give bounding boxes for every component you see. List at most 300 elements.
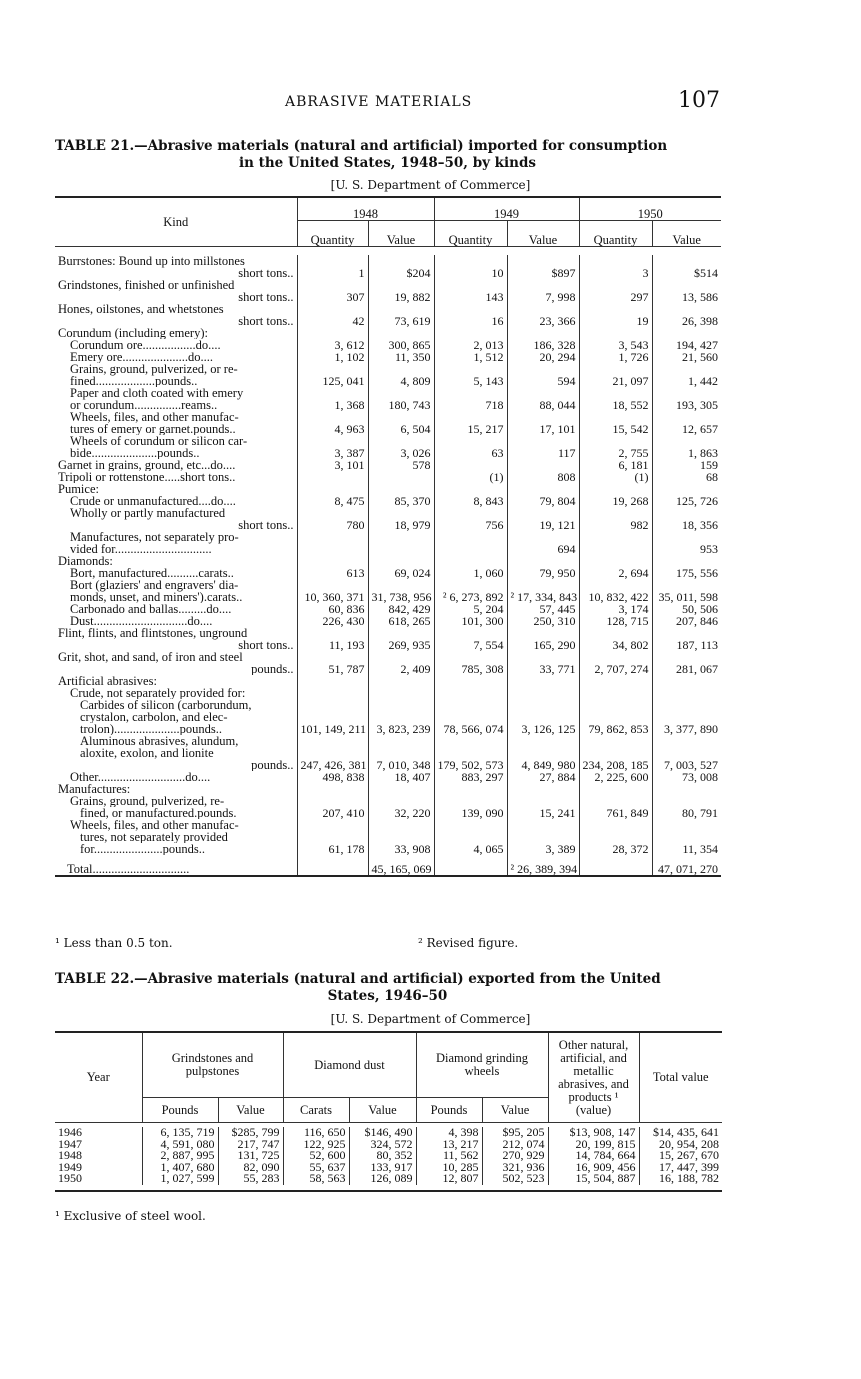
table21-row <box>55 651 721 675</box>
kind-label-continued: or corundum...............reams.. <box>70 398 218 411</box>
value-cell: 3 <box>579 255 652 279</box>
value-cell: 2, 694 <box>579 567 652 579</box>
kind-label: Manufactures, not separately pro- <box>70 531 239 544</box>
value-cell: 131, 725 <box>218 1150 283 1162</box>
kind-label-continued: short tons.. <box>238 518 294 531</box>
kind-cell <box>55 627 297 651</box>
value-cell: (1) <box>434 471 507 483</box>
table21-row <box>55 567 721 579</box>
kind-label-continued: short tons.. <box>238 314 294 327</box>
value-cell: 1 <box>297 255 368 279</box>
value-cell: 139, 090 <box>434 807 507 819</box>
value-cell: 26, 398 <box>652 303 721 327</box>
total-label: Total............................... <box>67 862 190 876</box>
value-cell: 207, 846 <box>652 615 721 627</box>
value-cell: 10, 360, 371 <box>297 579 368 603</box>
value-cell: 5, 204 <box>434 603 507 615</box>
kind-cell <box>55 279 297 303</box>
value-cell <box>368 699 434 711</box>
table21-row <box>55 351 721 363</box>
value-cell: 15, 504, 887 <box>548 1173 639 1185</box>
kind-label: Manufactures: <box>58 783 131 795</box>
diamond-dust-header: Diamond dust <box>283 1032 416 1098</box>
table21-row <box>55 807 721 819</box>
total-cell <box>434 855 507 876</box>
value-cell <box>507 783 579 795</box>
value-cell: 34, 802 <box>579 627 652 651</box>
kind-label: Carbonado and ballas.........do.... <box>70 603 232 615</box>
value-cell: 32, 220 <box>368 807 434 819</box>
kind-cell <box>55 735 297 747</box>
kind-label: Grains, ground, pulverized, re- <box>70 795 225 807</box>
value-cell: 1, 368 <box>297 387 368 411</box>
year-cell: 1948 <box>58 1148 82 1162</box>
value-cell: 63 <box>434 435 507 459</box>
quantity-header: Quantity <box>297 221 368 247</box>
table21-row <box>55 459 721 471</box>
table21-row <box>55 435 721 459</box>
value-cell: 68 <box>652 471 721 483</box>
value-cell: 808 <box>507 471 579 483</box>
value-cell: 307 <box>297 279 368 303</box>
kind-cell <box>55 579 297 603</box>
kind-cell <box>55 507 297 531</box>
value-cell: 79, 862, 853 <box>579 723 652 735</box>
value-cell <box>652 675 721 687</box>
value-cell: 15, 217 <box>434 411 507 435</box>
value-cell <box>297 687 368 699</box>
value-cell: 78, 566, 074 <box>434 723 507 735</box>
table21-source: [U. S. Department of Commerce] <box>330 178 531 192</box>
year-header-1949: 1949 <box>434 197 579 221</box>
kind-label: fined, or manufactured.pounds. <box>80 807 237 819</box>
kind-label: Emery ore.....................do.... <box>70 351 214 363</box>
value-cell: 3, 126, 125 <box>507 723 579 735</box>
kind-cell <box>55 435 297 459</box>
kind-label-continued: short tons.. <box>238 638 294 651</box>
value-cell: 1, 060 <box>434 567 507 579</box>
kind-cell <box>55 303 297 327</box>
value-cell: 4, 065 <box>434 843 507 855</box>
table21 <box>55 196 721 877</box>
value-cell: 16, 909, 456 <box>548 1162 639 1174</box>
kind-label: Artificial abrasives: <box>58 675 157 687</box>
kind-cell <box>55 795 297 807</box>
kind-cell <box>55 819 297 831</box>
value-cell: 578 <box>368 459 434 471</box>
value-cell <box>652 699 721 711</box>
table22-row <box>55 1173 722 1185</box>
value-cell: 2, 013 <box>434 339 507 351</box>
value-cell: 186, 328 <box>507 339 579 351</box>
value-cell <box>368 735 434 747</box>
carats-header: Carats <box>283 1098 349 1123</box>
year-header-1950: 1950 <box>579 197 721 221</box>
table21-row <box>55 363 721 387</box>
kind-label-continued: pounds.. <box>251 662 294 675</box>
value-cell: 6, 135, 719 <box>142 1127 218 1139</box>
value-cell: 16, 188, 782 <box>639 1173 722 1185</box>
value-cell <box>579 531 652 555</box>
value-cell: 11, 350 <box>368 351 434 363</box>
value-cell: 21, 560 <box>652 351 721 363</box>
table21-title <box>55 138 720 172</box>
value-cell: 69, 024 <box>368 567 434 579</box>
table21-row <box>55 675 721 687</box>
value-cell: 4, 809 <box>368 363 434 387</box>
value-cell: 18, 407 <box>368 771 434 783</box>
value-cell: 17, 101 <box>507 411 579 435</box>
table21-row <box>55 411 721 435</box>
total-cell: 47, 071, 270 <box>652 855 721 876</box>
value-cell: 3, 026 <box>368 435 434 459</box>
table22-title-line1: TABLE 22.—Abrasive materials (natural and artificial) exported from the United <box>55 971 661 987</box>
value-cell: 16 <box>434 303 507 327</box>
year-header-1948: 1948 <box>297 197 434 221</box>
table21-row <box>55 471 721 483</box>
kind-cell <box>55 555 297 567</box>
value-cell: 953 <box>652 531 721 555</box>
kind-label-continued: vided for............................... <box>70 542 212 555</box>
value-cell: ² 6, 273, 892 <box>434 579 507 603</box>
value-cell: 3, 101 <box>297 459 368 471</box>
value-cell: 55, 637 <box>283 1162 349 1174</box>
kind-cell <box>55 351 297 363</box>
year-cell: 1947 <box>58 1136 82 1151</box>
value-cell: 125, 041 <box>297 363 368 387</box>
value-cell: 2, 707, 274 <box>579 651 652 675</box>
value-cell: 3, 612 <box>297 339 368 351</box>
value-cell: 5, 143 <box>434 363 507 387</box>
value-cell <box>434 675 507 687</box>
kind-label: for......................pounds.. <box>80 843 205 855</box>
value-cell: 3, 543 <box>579 339 652 351</box>
value-cell: 179, 502, 573 <box>434 759 507 771</box>
value-cell: $285, 799 <box>218 1127 283 1139</box>
table22-source: [U. S. Department of Commerce] <box>330 1012 531 1026</box>
value-cell <box>297 531 368 555</box>
value-cell: 8, 843 <box>434 495 507 507</box>
value-cell: 247, 426, 381 <box>297 759 368 771</box>
kind-label: Crude, not separately provided for: <box>70 687 246 699</box>
value-cell <box>652 819 721 831</box>
value-cell: 10, 285 <box>416 1162 482 1174</box>
value-cell <box>652 687 721 699</box>
diamond-wheels-header: Diamond grinding wheels <box>416 1032 548 1098</box>
value-cell <box>507 687 579 699</box>
quantity-header: Quantity <box>434 221 507 247</box>
table21-row <box>55 723 721 735</box>
kind-label-continued: short tons.. <box>238 290 294 303</box>
value-cell: 3, 387 <box>297 435 368 459</box>
value-cell: 1, 407, 680 <box>142 1162 218 1174</box>
value-cell: 27, 884 <box>507 771 579 783</box>
value-cell <box>579 687 652 699</box>
value-cell: 7, 010, 348 <box>368 759 434 771</box>
quantity-header: Quantity <box>579 221 652 247</box>
value-cell: 269, 935 <box>368 627 434 651</box>
value-cell: $204 <box>368 255 434 279</box>
value-cell: 117 <box>507 435 579 459</box>
value-cell: 8, 475 <box>297 495 368 507</box>
value-cell: 193, 305 <box>652 387 721 411</box>
value-cell: 300, 865 <box>368 339 434 351</box>
value-cell: 217, 747 <box>218 1139 283 1151</box>
value-header: Value <box>368 221 434 247</box>
value-cell: 79, 950 <box>507 567 579 579</box>
kind-label: Wheels, files, and other manufac- <box>70 411 239 424</box>
value-cell: 321, 936 <box>482 1162 548 1174</box>
kind-label: Grindstones, finished or unfinished <box>58 279 235 292</box>
kind-cell <box>55 675 297 687</box>
table21-footnote-2: ² Revised figure. <box>418 936 519 950</box>
value-cell: 18, 552 <box>579 387 652 411</box>
value-cell: 785, 308 <box>434 651 507 675</box>
kind-cell <box>55 363 297 387</box>
value-cell <box>368 675 434 687</box>
kind-label-continued: short tons.. <box>238 266 294 279</box>
value-cell: 3, 389 <box>507 843 579 855</box>
value-cell: 756 <box>434 507 507 531</box>
value-cell: 143 <box>434 279 507 303</box>
value-cell: 61, 178 <box>297 843 368 855</box>
kind-cell <box>55 327 297 339</box>
page-number: 107 <box>678 88 720 113</box>
table21-row <box>55 495 721 507</box>
value-cell: 324, 572 <box>349 1139 416 1151</box>
value-cell: 2, 755 <box>579 435 652 459</box>
value-cell: 33, 908 <box>368 843 434 855</box>
total-cell <box>297 855 368 876</box>
kind-label-continued: tures of emery or garnet.pounds.. <box>70 422 236 435</box>
value-cell: 1, 863 <box>652 435 721 459</box>
value-cell: 1, 027, 599 <box>142 1173 218 1185</box>
value-cell <box>652 735 721 747</box>
value-cell: $514 <box>652 255 721 279</box>
value-cell: 35, 011, 598 <box>652 579 721 603</box>
value-cell: 55, 283 <box>218 1173 283 1185</box>
value-cell: $14, 435, 641 <box>639 1127 722 1139</box>
value-cell: 761, 849 <box>579 807 652 819</box>
value-cell: 842, 429 <box>368 603 434 615</box>
value-cell <box>297 819 368 831</box>
value-cell: 50, 506 <box>652 603 721 615</box>
value-cell: 51, 787 <box>297 651 368 675</box>
kind-label: Dust..............................do.... <box>70 615 213 627</box>
table21-row <box>55 615 721 627</box>
value-cell <box>507 819 579 831</box>
value-cell: 15, 542 <box>579 411 652 435</box>
value-cell: 33, 771 <box>507 651 579 675</box>
kind-label: Wholly or partly manufactured <box>70 507 226 520</box>
value-cell: 594 <box>507 363 579 387</box>
value-cell: 12, 807 <box>416 1173 482 1185</box>
value-cell: 159 <box>652 459 721 471</box>
kind-label: Burrstones: Bound up into millstones <box>58 255 245 268</box>
value-cell: $13, 908, 147 <box>548 1127 639 1139</box>
value-cell: 7, 998 <box>507 279 579 303</box>
kind-cell <box>55 699 297 711</box>
kind-cell <box>55 843 297 855</box>
value-cell: 982 <box>579 507 652 531</box>
kind-label: Bort, manufactured..........carats.. <box>70 567 234 579</box>
value-cell: 21, 097 <box>579 363 652 387</box>
value-header: Value <box>507 221 579 247</box>
kind-cell <box>55 387 297 411</box>
table21-total-row <box>55 855 721 876</box>
value-cell: 883, 297 <box>434 771 507 783</box>
table22 <box>55 1031 722 1192</box>
value-cell: 10 <box>434 255 507 279</box>
table21-row <box>55 303 721 327</box>
other-abrasives-header: Other natural, artificial, and metallic abrasives, and products ¹ (value) <box>548 1032 639 1123</box>
kind-cell <box>55 687 297 699</box>
kind-cell <box>55 771 297 783</box>
value-cell <box>434 783 507 795</box>
value-cell: 12, 657 <box>652 411 721 435</box>
table21-title-line2: in the United States, 1948–50, by kinds <box>238 155 537 171</box>
value-cell <box>579 735 652 747</box>
value-cell: 2, 225, 600 <box>579 771 652 783</box>
value-cell: 4, 963 <box>297 411 368 435</box>
kind-label: Paper and cloth coated with emery <box>70 387 244 400</box>
table22-title <box>55 971 720 1005</box>
kind-cell <box>55 651 297 675</box>
value-cell: $146, 490 <box>349 1127 416 1139</box>
kind-label: Garnet in grains, ground, etc...do.... <box>58 459 236 471</box>
value-cell: 57, 445 <box>507 603 579 615</box>
value-cell: 780 <box>297 507 368 531</box>
value-cell: 226, 430 <box>297 615 368 627</box>
grindstones-header: Grindstones and pulpstones <box>142 1032 283 1098</box>
kind-label: Hones, oilstones, and whetstones <box>58 303 224 316</box>
kind-cell <box>55 483 297 495</box>
value-cell <box>507 735 579 747</box>
value-cell <box>579 675 652 687</box>
value-cell: 498, 838 <box>297 771 368 783</box>
kind-label: Bort (glaziers' and engravers' dia- <box>70 579 239 592</box>
kind-cell <box>55 831 297 843</box>
kind-cell <box>55 603 297 615</box>
total-cell: 45, 165, 069 <box>368 855 434 876</box>
kind-label: trolon).....................pounds.. <box>80 723 223 735</box>
value-cell: $95, 205 <box>482 1127 548 1139</box>
table21-row <box>55 627 721 651</box>
value-cell: 18, 979 <box>368 507 434 531</box>
pounds-header: Pounds <box>142 1098 218 1123</box>
value-cell <box>652 783 721 795</box>
value-cell: 15, 241 <box>507 807 579 819</box>
kind-cell <box>55 615 297 627</box>
table21-title-line1: TABLE 21.—Abrasive materials (natural and artificial) imported for consumption <box>55 138 668 154</box>
value-cell <box>297 735 368 747</box>
value-cell: 20, 294 <box>507 351 579 363</box>
value-cell: 101, 300 <box>434 615 507 627</box>
kind-cell <box>55 567 297 579</box>
kind-label: Tripoli or rottenstone.....short tons.. <box>58 471 236 483</box>
value-cell <box>507 699 579 711</box>
kind-label: Other............................do.... <box>70 771 211 783</box>
value-cell: 1, 442 <box>652 363 721 387</box>
value-cell: 19 <box>579 303 652 327</box>
kind-label: tures, not separately provided <box>80 831 228 843</box>
value-cell: 175, 556 <box>652 567 721 579</box>
kind-cell <box>55 459 297 471</box>
value-cell: 73, 008 <box>652 771 721 783</box>
value-cell: 6, 504 <box>368 411 434 435</box>
kind-cell <box>55 531 297 555</box>
table22-footnote: ¹ Exclusive of steel wool. <box>55 1209 206 1223</box>
value-cell: 212, 074 <box>482 1139 548 1151</box>
value-cell: 80, 791 <box>652 807 721 819</box>
value-cell <box>297 783 368 795</box>
kind-cell <box>55 255 297 279</box>
value-cell: 187, 113 <box>652 627 721 651</box>
value-cell <box>368 531 434 555</box>
table21-row <box>55 387 721 411</box>
kind-label-continued: monds, unset, and miners').carats.. <box>70 590 243 603</box>
value-cell: 250, 310 <box>507 615 579 627</box>
value-cell: 20, 954, 208 <box>639 1139 722 1151</box>
value-cell <box>297 471 368 483</box>
table21-row <box>55 843 721 855</box>
total-cell <box>579 855 652 876</box>
table21-row <box>55 735 721 747</box>
value-cell <box>434 699 507 711</box>
kind-label: Flint, flints, and flintstones, unground <box>58 627 248 640</box>
value-cell <box>434 687 507 699</box>
value-cell: 11, 354 <box>652 843 721 855</box>
value-cell: 14, 784, 664 <box>548 1150 639 1162</box>
value-cell: 82, 090 <box>218 1162 283 1174</box>
kind-cell <box>55 711 297 723</box>
value-cell: 17, 447, 399 <box>639 1162 722 1174</box>
value-cell: 7, 003, 527 <box>652 759 721 771</box>
value-cell: $897 <box>507 255 579 279</box>
value-cell: 18, 356 <box>652 507 721 531</box>
value-cell: 128, 715 <box>579 615 652 627</box>
value-cell: 52, 600 <box>283 1150 349 1162</box>
value-cell: 116, 650 <box>283 1127 349 1139</box>
value-cell <box>579 783 652 795</box>
table21-row <box>55 255 721 279</box>
value-cell: 1, 102 <box>297 351 368 363</box>
value-cell: 122, 925 <box>283 1139 349 1151</box>
value-cell: 19, 121 <box>507 507 579 531</box>
value-cell <box>368 819 434 831</box>
total-cell: ² 26, 389, 394 <box>507 855 579 876</box>
value-cell: 73, 619 <box>368 303 434 327</box>
value-cell: 19, 268 <box>579 495 652 507</box>
kind-label: Aluminous abrasives, alundum, <box>80 735 239 747</box>
value-cell: 613 <box>297 567 368 579</box>
table21-row <box>55 819 721 831</box>
kind-cell <box>55 411 297 435</box>
value-header: Value <box>349 1098 416 1123</box>
value-cell <box>368 783 434 795</box>
value-cell: 234, 208, 185 <box>579 759 652 771</box>
value-cell: 11, 193 <box>297 627 368 651</box>
value-header: Value <box>652 221 721 247</box>
value-cell: 101, 149, 211 <box>297 723 368 735</box>
kind-cell <box>55 783 297 795</box>
value-cell <box>434 531 507 555</box>
value-cell <box>434 735 507 747</box>
value-cell: 23, 366 <box>507 303 579 327</box>
value-cell: 80, 352 <box>349 1150 416 1162</box>
table22-title-line2: States, 1946–50 <box>327 988 448 1004</box>
kind-cell <box>55 471 297 483</box>
